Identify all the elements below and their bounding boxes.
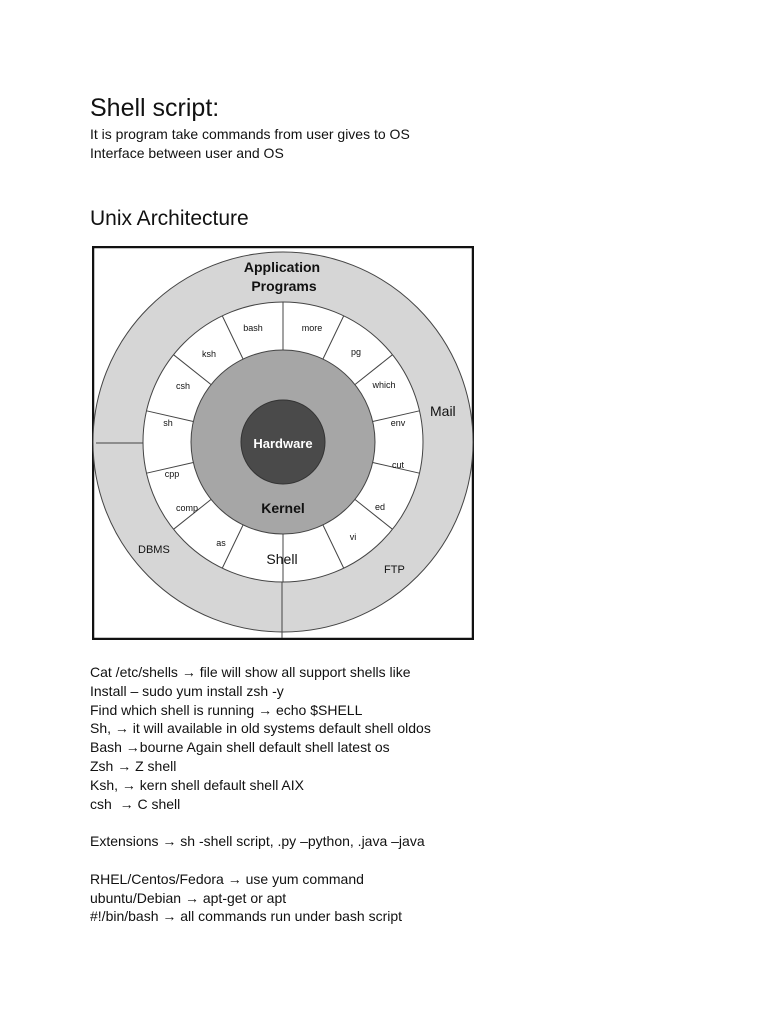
note-line: #!/bin/bash → all commands run under bash script	[90, 908, 403, 925]
unix-architecture-diagram	[92, 246, 474, 640]
mail-label: Mail	[430, 403, 456, 419]
section-title: Unix Architecture	[90, 207, 249, 230]
shell-label: Shell	[266, 551, 298, 567]
paragraph-gap	[90, 851, 431, 870]
ftp-label: FTP	[384, 564, 405, 576]
dbms-label: DBMS	[138, 544, 170, 556]
note-line: ubuntu/Debian → apt-get or apt	[90, 889, 287, 906]
note-line: Find which shell is running → echo $SHELL	[90, 701, 363, 718]
command-label: bash	[243, 323, 263, 333]
page-title: Shell script:	[90, 94, 220, 122]
command-label: cut	[391, 460, 405, 470]
command-label: which	[372, 380, 396, 390]
command-label: as	[216, 538, 226, 548]
notes-section	[90, 663, 431, 926]
note-line: RHEL/Centos/Fedora → use yum command	[90, 870, 364, 887]
kernel-label: Kernel	[261, 500, 305, 516]
command-label: cpp	[164, 469, 180, 479]
command-label: ed	[374, 502, 386, 512]
intro-line: Interface between user and OS	[90, 145, 284, 161]
hardware-label: Hardware	[253, 436, 313, 451]
command-label: sh	[163, 418, 173, 428]
command-label: more	[301, 323, 323, 333]
note-line: Install – sudo yum install zsh -y	[90, 682, 284, 699]
note-line: Zsh → Z shell	[90, 757, 177, 774]
intro-paragraph	[90, 125, 410, 163]
command-label: comp	[175, 503, 199, 513]
note-line: csh → C shell	[90, 795, 181, 812]
note-line: Ksh, → kern shell default shell AIX	[90, 776, 304, 793]
command-label: env	[390, 418, 406, 428]
note-line: Extensions → sh -shell script, .py –python, .java –java	[90, 833, 425, 850]
command-label: csh	[175, 381, 191, 391]
command-label: ksh	[201, 349, 217, 359]
command-label: vi	[349, 532, 357, 542]
application-label: Application	[243, 259, 321, 275]
application-label: Programs	[251, 278, 317, 294]
command-label: pg	[350, 347, 362, 357]
note-line: Sh, → it will available in old systems default shell oldos	[90, 720, 431, 737]
intro-line: It is program take commands from user gives to OS	[90, 126, 410, 142]
paragraph-gap	[90, 813, 431, 832]
note-line: Bash →bourne Again shell default shell latest os	[90, 739, 390, 756]
note-line: Cat /etc/shells → file will show all support shells like	[90, 664, 411, 680]
